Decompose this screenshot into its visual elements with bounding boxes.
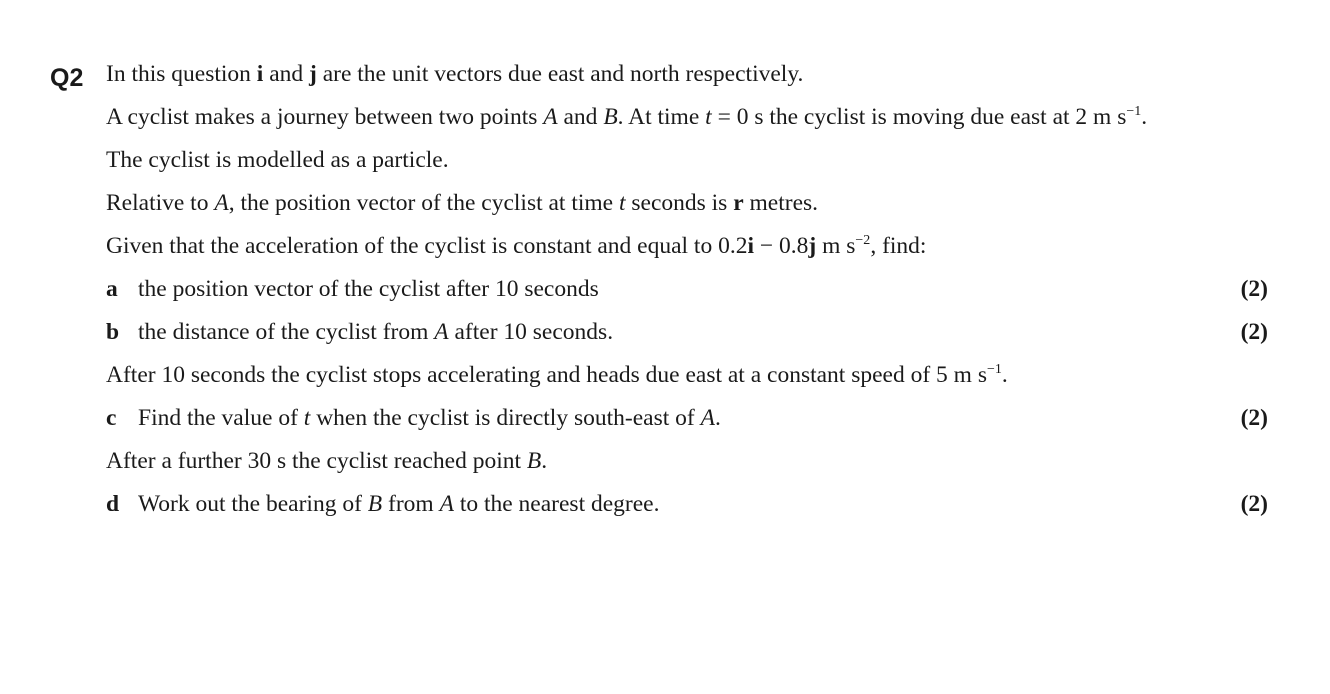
setup-text: , the position vector of the cyclist at time <box>228 190 619 216</box>
marks-label: (2) <box>1240 405 1268 431</box>
intro-paragraph <box>106 60 1276 89</box>
part-text: . <box>714 405 721 431</box>
intro-text: are the unit vectors due east and north respectively. <box>316 61 804 87</box>
part-letter: c <box>106 405 117 431</box>
setup-text: Relative to <box>106 190 215 216</box>
vector-i: i <box>747 233 754 259</box>
vector-j: j <box>309 61 317 87</box>
exponent: −1 <box>1126 104 1142 119</box>
vector-i: i <box>256 61 264 87</box>
setup-text: and <box>557 104 604 130</box>
marks-label: (2) <box>1240 319 1268 345</box>
vector-r: r <box>733 190 744 216</box>
setup-text: . <box>1001 362 1008 388</box>
setup-text: seconds is <box>625 190 734 216</box>
part-text: to the nearest degree. <box>453 491 660 517</box>
setup-text: A cyclist makes a journey between two points <box>106 104 544 130</box>
setup-paragraph-constant-speed <box>106 361 1276 390</box>
variable-t: t <box>705 104 712 130</box>
setup-text: m s <box>816 233 856 259</box>
variable-t: t <box>303 405 311 431</box>
setup-text: , find: <box>870 233 927 259</box>
part-d <box>106 490 1276 519</box>
question-number: Q2 <box>50 64 84 92</box>
part-c <box>106 404 1276 433</box>
exponent: −2 <box>855 233 871 248</box>
setup-text: After a further 30 s the cyclist reached point <box>106 448 527 474</box>
setup-text: Given that the acceleration of the cyclist is constant and equal to 0.2 <box>106 233 748 259</box>
part-text: Work out the bearing of <box>138 491 368 517</box>
setup-text: After 10 seconds the cyclist stops accelerating and heads due east at a constant speed of 5 m s <box>106 362 987 388</box>
marks-label: (2) <box>1240 491 1268 517</box>
setup-text: . <box>541 448 548 474</box>
part-text: the position vector of the cyclist after 10 seconds <box>138 276 599 302</box>
part-text: Find the value of <box>138 405 304 431</box>
setup-text: metres. <box>743 190 819 216</box>
question-body <box>106 60 1276 533</box>
point-b: B <box>367 491 383 517</box>
point-a: A <box>543 104 558 130</box>
part-text: the distance of the cyclist from <box>138 319 435 345</box>
point-a: A <box>214 190 229 216</box>
setup-paragraph-model: The cyclist is modelled as a particle. <box>106 147 449 173</box>
part-letter: b <box>106 319 120 345</box>
point-a: A <box>439 491 454 517</box>
intro-text: and <box>263 61 310 87</box>
setup-text: . <box>1141 104 1148 130</box>
vector-j: j <box>808 233 817 259</box>
part-text: after 10 seconds. <box>448 319 614 345</box>
part-letter: a <box>106 276 118 302</box>
setup-paragraph-journey <box>106 103 1276 132</box>
marks-label: (2) <box>1240 276 1268 302</box>
variable-t: t <box>618 190 626 216</box>
point-a: A <box>700 405 715 431</box>
part-text: when the cyclist is directly south-east of <box>310 405 701 431</box>
part-letter: d <box>106 491 120 517</box>
setup-text: = 0 s the cyclist is moving due east at 2 m s <box>711 104 1127 130</box>
part-b <box>106 318 1276 347</box>
setup-paragraph-position <box>106 189 1276 218</box>
exponent: −1 <box>986 362 1002 377</box>
setup-text: − 0.8 <box>754 233 809 259</box>
part-a <box>106 275 1276 304</box>
point-a: A <box>434 319 449 345</box>
setup-text: . At time <box>617 104 706 130</box>
setup-paragraph-acceleration <box>106 232 1276 261</box>
intro-text: In this question <box>106 61 257 87</box>
part-text: from <box>382 491 440 517</box>
setup-paragraph-point-b <box>106 447 1276 476</box>
point-b: B <box>603 104 618 130</box>
point-b: B <box>526 448 542 474</box>
